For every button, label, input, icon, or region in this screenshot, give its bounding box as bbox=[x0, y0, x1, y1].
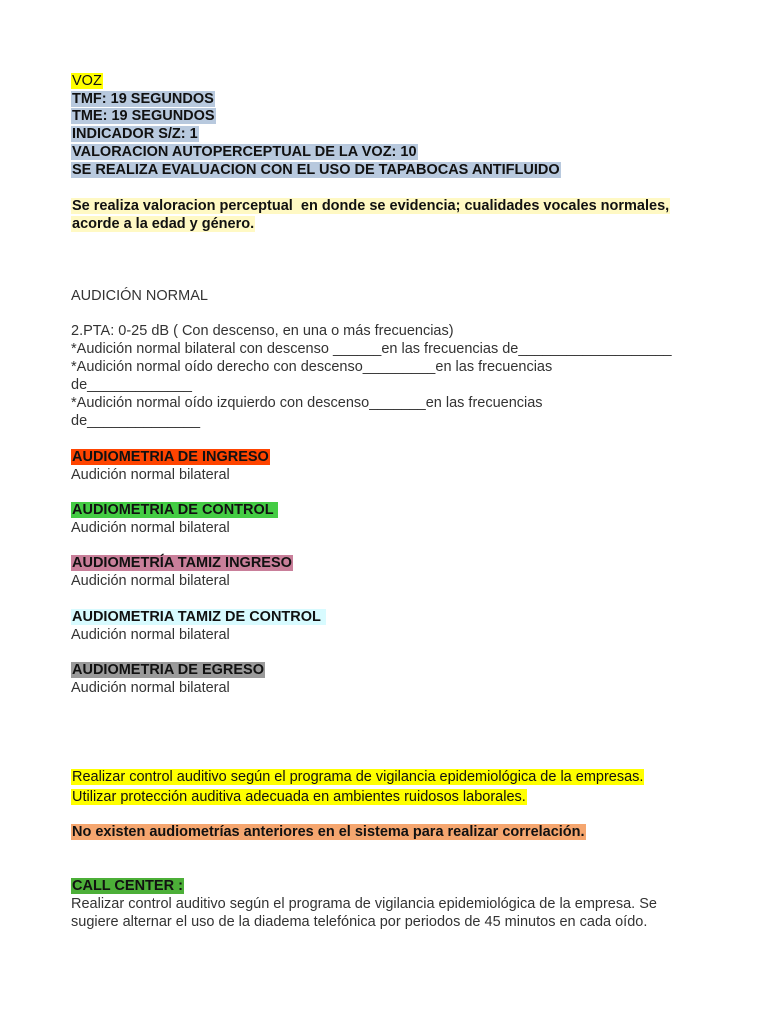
voz-perceptual-line2: acorde a la edad y género. bbox=[72, 216, 255, 232]
audiometria-egreso-result: Audición normal bilateral bbox=[71, 680, 230, 696]
audicion-izquierdo-line2: de______________ bbox=[71, 413, 201, 429]
audiometria-tamiz-ingreso-title: AUDIOMETRÍA TAMIZ INGRESO bbox=[72, 555, 292, 571]
voz-valoracion: VALORACION AUTOPERCEPTUAL DE LA VOZ: 10 bbox=[72, 144, 417, 160]
audiometria-tamiz-control-title: AUDIOMETRIA TAMIZ DE CONTROL bbox=[72, 609, 325, 625]
audiometria-tamiz-control-result: Audición normal bilateral bbox=[71, 627, 230, 643]
voz-evaluacion: SE REALIZA EVALUACION CON EL USO DE TAPABOCAS ANTIFLUIDO bbox=[72, 162, 560, 178]
recomendacion-line1: Realizar control auditivo según el programa de vigilancia epidemiológica de la empresas. bbox=[72, 769, 644, 785]
audicion-derecho-line1: *Audición normal oído derecho con descenso_________en las frecuencias bbox=[71, 359, 553, 375]
voz-title: VOZ bbox=[72, 73, 102, 89]
audiometria-control-result: Audición normal bilateral bbox=[71, 520, 230, 536]
voz-perceptual-line1: Se realiza valoracion perceptual en donde se evidencia; cualidades vocales normales, bbox=[72, 198, 670, 214]
no-existen-note: No existen audiometrías anteriores en el sistema para realizar correlación. bbox=[72, 824, 585, 840]
audiometria-ingreso-title: AUDIOMETRIA DE INGRESO bbox=[72, 449, 269, 465]
audiometria-tamiz-ingreso-result: Audición normal bilateral bbox=[71, 573, 230, 589]
voz-tme: TME: 19 SEGUNDOS bbox=[72, 108, 215, 124]
voz-tmf: TMF: 19 SEGUNDOS bbox=[72, 91, 214, 107]
audicion-title: AUDICIÓN NORMAL bbox=[71, 288, 208, 304]
audicion-pta: 2.PTA: 0-25 dB ( Con descenso, en una o más frecuencias) bbox=[71, 323, 454, 339]
voz-indicador: INDICADOR S/Z: 1 bbox=[72, 126, 198, 142]
audiometria-egreso-title: AUDIOMETRIA DE EGRESO bbox=[72, 662, 265, 678]
call-center-line2: sugiere alternar el uso de la diadema telefónica por periodos de 45 minutos en cada oído. bbox=[71, 914, 648, 930]
call-center-title: CALL CENTER : bbox=[72, 878, 183, 894]
call-center-line1: Realizar control auditivo según el programa de vigilancia epidemiológica de la empresa. Se bbox=[71, 896, 657, 912]
recomendacion-line2: Utilizar protección auditiva adecuada en ambientes ruidosos laborales. bbox=[72, 789, 526, 805]
audicion-derecho-line2: de_____________ bbox=[71, 377, 192, 393]
audicion-izquierdo-line1: *Audición normal oído izquierdo con descenso_______en las frecuencias bbox=[71, 395, 543, 411]
audicion-bilateral: *Audición normal bilateral con descenso ______en las frecuencias de___________________ bbox=[71, 341, 672, 357]
audiometria-ingreso-result: Audición normal bilateral bbox=[71, 467, 230, 483]
audiometria-control-title: AUDIOMETRIA DE CONTROL bbox=[72, 502, 278, 518]
